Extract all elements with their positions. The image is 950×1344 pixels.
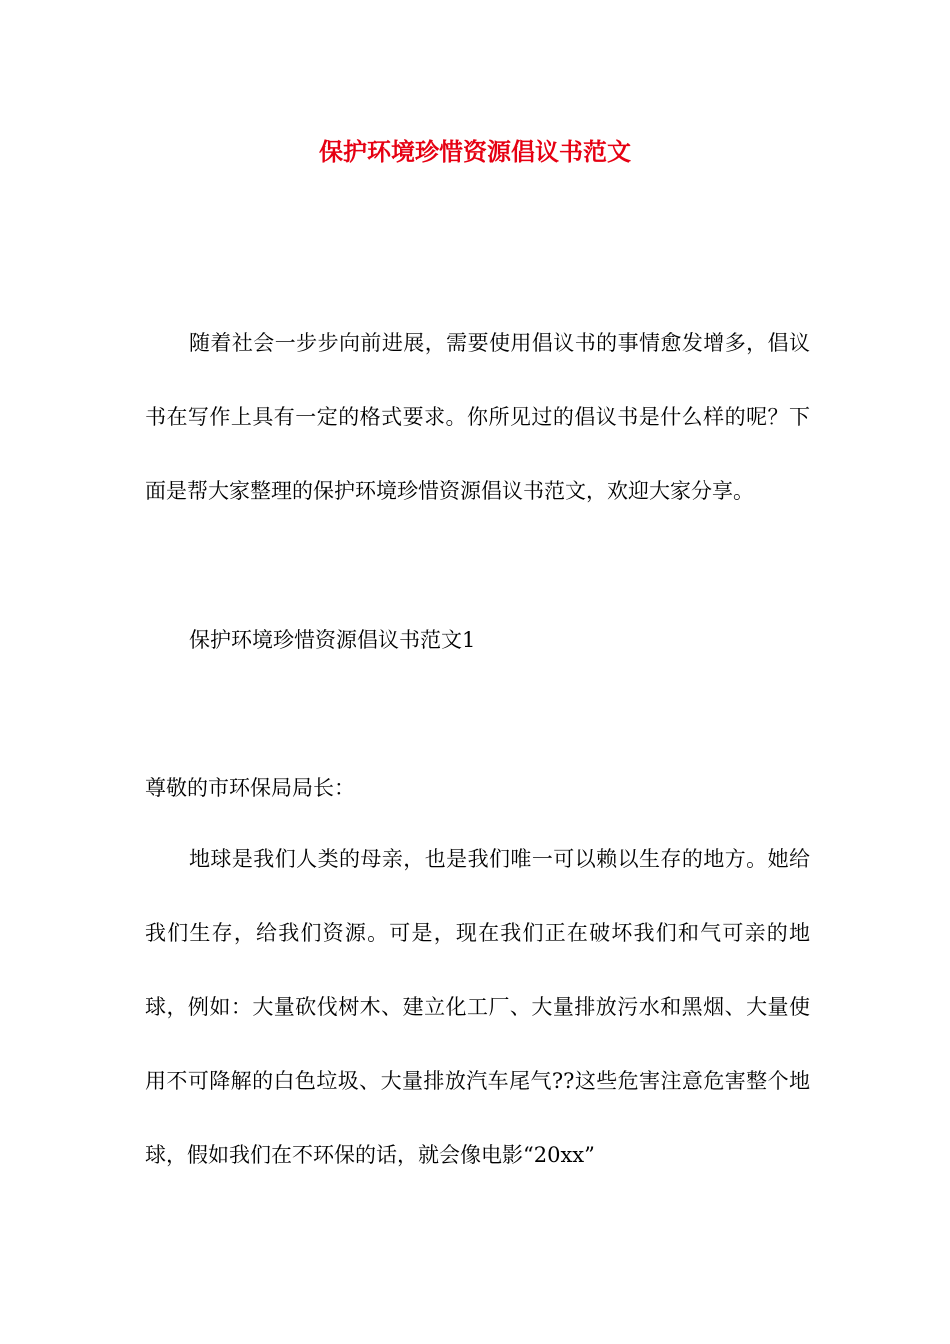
- body-paragraph: 地球是我们人类的母亲，也是我们唯一可以赖以生存的地方。她给我们生存，给我们资源。可是，现在我们正在破坏我们和气可亲的地球，例如：大量砍伐树木、建立化工厂、大量排放污水和黑烟、大量使用不可降解的白色垃圾、大量排放汽车尾气??这些危害注意危害整个地球，假如我们在不环保的话，就会像电影“20xx”: [145, 847, 810, 1167]
- salutation: 尊敬的市环保局局长：: [145, 776, 355, 800]
- intro-paragraph: 随着社会一步步向前进展，需要使用倡议书的事情愈发增多，倡议书在写作上具有一定的格式要求。你所见过的倡议书是什么样的呢？下面是帮大家整理的保护环境珍惜资源倡议书范文，欢迎大家分享。: [145, 331, 810, 503]
- document-title: 保护环境珍惜资源倡议书范文: [319, 137, 631, 166]
- section-heading: 保护环境珍惜资源倡议书范文1: [189, 628, 476, 652]
